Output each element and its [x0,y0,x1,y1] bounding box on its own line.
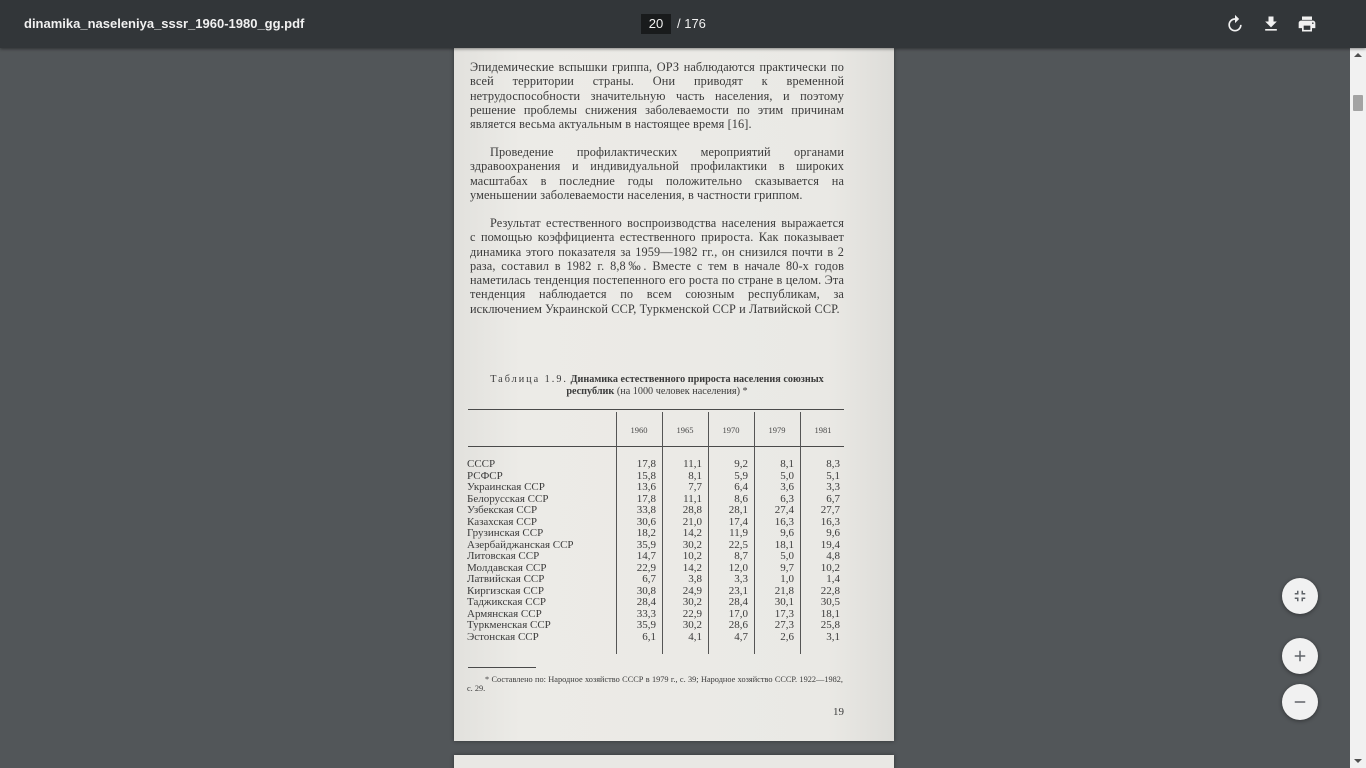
table-row-label: РСФСР [467,469,503,482]
table-cell: 11,9 [729,527,748,539]
zoom-out-icon [1291,693,1309,711]
table-cell: 28,8 [682,504,702,516]
scroll-down-arrow-icon[interactable] [1350,754,1366,768]
table-row-label: Туркменская ССР [467,619,551,631]
table-cell: 33,8 [636,504,656,516]
table-cell: 12,0 [728,561,748,574]
pdf-next-page [454,755,894,768]
table-cell: 30,5 [820,596,840,608]
rotate-button[interactable] [1223,12,1247,36]
table-caption-unit: (на 1000 человек населения) * [616,386,748,397]
table-cell: 17,8 [636,492,656,505]
table-cell: 24,9 [682,584,702,597]
table-cell: 30,8 [636,584,656,597]
download-button[interactable] [1259,12,1283,36]
table-cell: 5,1 [826,469,840,482]
table-caption-prefix: Таблица 1.9. [490,374,568,385]
table-cell: 5,0 [780,469,794,482]
table-cell: 30,1 [774,596,794,608]
table-cell: 28,6 [728,619,748,631]
table-caption-title: Динамика естественного прироста населения союзных республик [566,374,824,397]
table-cell: 25,8 [820,619,840,631]
paragraph: Проведение профилактических мероприятий органами здравоохранения и индивидуальной профилактики в широких масштабах в последние годы положительно сказывается на уменьшении заболеваемости населения, в частности гриппом. [470,145,844,202]
table-cell: 6,3 [780,492,794,505]
table-cell: 27,7 [820,504,840,516]
file-title: dinamika_naseleniya_sssr_1960-1980_gg.pdf [24,16,305,31]
table-cell: 18,1 [774,538,794,551]
table-cell: 30,6 [636,515,656,528]
table-year-header: 1965 [676,425,694,435]
table-cell: 28,4 [636,596,656,608]
table-row-label: Казахская ССР [467,515,538,528]
table-cell: 14,2 [682,561,702,574]
table-row-label: Украинская ССР [467,481,545,493]
table-cell: 15,8 [636,469,656,482]
page-total: / 176 [677,16,706,31]
table-cell: 16,3 [774,515,794,528]
table-cell: 8,1 [780,458,794,470]
table-header-rule [468,446,844,447]
table-cell: 18,2 [636,527,656,539]
table-cell: 13,6 [636,481,656,493]
table-cell: 8,3 [826,458,840,470]
table-cell: 3,3 [826,481,840,493]
table-cell: 27,4 [774,504,794,516]
table-cell: 8,7 [734,550,748,562]
table-row-label: Грузинская ССР [467,527,544,539]
table-row-label: Белорусская ССР [467,492,549,505]
table-cell: 10,2 [682,550,702,562]
table-cell: 18,1 [820,607,840,620]
table-cell: 19,4 [820,538,840,551]
table-footnote: * Составлено по: Народное хозяйство СССР в 1979 г., с. 39; Народное хозяйство СССР. 1922—1982, с. 29. [467,675,843,693]
footnote-rule [468,667,536,668]
table-row-label: Эстонская ССР [467,630,539,643]
table-year-header: 1981 [814,425,832,435]
table-cell: 1,4 [826,573,840,585]
table-cell: 9,6 [780,527,794,539]
table-cell: 4,8 [826,550,840,562]
table-cell: 17,4 [728,515,748,528]
table-cell: 2,6 [780,630,794,643]
table-cell: 28,4 [728,596,748,608]
table-cell: 30,2 [682,596,702,608]
printed-page-number: 19 [833,706,844,718]
table-cell: 5,0 [780,550,794,562]
table-cell: 30,2 [682,619,702,631]
fit-to-page-button[interactable] [1282,578,1318,614]
rotate-icon [1225,14,1245,34]
table-row-label: Литовская ССР [467,550,540,562]
table-cell: 10,2 [820,561,840,574]
table-cell: 8,1 [688,469,702,482]
table-year-header: 1979 [768,425,786,435]
download-icon [1261,14,1281,34]
table-cell: 6,7 [826,492,840,505]
table-cell: 21,8 [774,584,794,597]
table-cell: 9,7 [780,561,794,574]
table-cell: 3,1 [826,630,840,643]
table-cell: 6,4 [734,481,748,493]
table-row-label: Армянская ССР [467,607,542,620]
table-row-label: Молдавская ССР [467,561,547,574]
zoom-in-button[interactable] [1282,638,1318,674]
table-cell: 1,0 [780,573,794,585]
table-cell: 33,3 [636,607,656,620]
table-cell: 3,3 [734,573,748,585]
table-cell: 17,8 [636,458,656,470]
table-cell: 23,1 [728,584,748,597]
table-cell: 5,9 [734,469,748,482]
table-cell: 35,9 [636,619,656,631]
table-cell: 11,1 [683,492,702,505]
page-number-input[interactable] [641,14,671,34]
zoom-out-button[interactable] [1282,684,1318,720]
table-cell: 7,7 [688,481,702,493]
table-top-rule [468,409,844,410]
table-cell: 9,6 [826,527,840,539]
table-cell: 9,2 [734,458,748,470]
table-row-label: Латвийская ССР [467,573,545,585]
vertical-scrollbar[interactable] [1350,48,1366,768]
table-cell: 8,6 [734,492,748,505]
table-cell: 11,1 [683,458,702,470]
table-cell: 22,5 [728,538,748,551]
table-cell: 17,0 [728,607,748,620]
table-row-label: Узбекская ССР [467,504,538,516]
table-cell: 35,9 [636,538,656,551]
table-cell: 14,7 [636,550,656,562]
pdf-toolbar [0,0,1366,48]
table-cell: 22,9 [682,607,702,620]
pdf-viewer[interactable] [0,48,1350,768]
table-cell: 3,8 [688,573,702,585]
table-cell: 14,2 [682,527,702,539]
table-year-header: 1960 [630,425,648,435]
scrollbar-thumb[interactable] [1353,95,1363,111]
table-row-label: Азербайджанская ССР [467,538,574,551]
table-cell: 21,0 [682,515,702,528]
print-icon [1297,14,1317,34]
table-cell: 30,2 [682,538,702,551]
pdf-page [454,48,894,741]
table-cell: 6,7 [642,573,656,585]
table-row-label: СССР [467,458,496,470]
table-cell: 3,6 [780,481,794,493]
fit-to-page-icon [1291,587,1309,605]
table-year-header: 1970 [722,425,740,435]
table-caption [470,374,844,398]
table-cell: 27,3 [774,619,794,631]
table-row-label: Киргизская ССР [467,584,545,597]
table-cell: 22,9 [636,561,656,574]
scroll-up-arrow-icon[interactable] [1350,48,1366,62]
print-button[interactable] [1295,12,1319,36]
table-row-label: Таджикская ССР [467,596,547,608]
table-cell: 16,3 [820,515,840,528]
zoom-in-icon [1291,647,1309,665]
table-cell: 6,1 [642,630,656,643]
paragraph: Результат естественного воспроизводства населения выражается с помощью коэффициента естественного прироста. Как показывает динамика этого показателя за 1959—1982 гг., он снизился почти в 2 раза, составил в 1982 г. 8,8‰. Вместе с тем в начале 80-х годов наметилась тенденция постепенного его роста по стране в целом. Эта тенденция наблюдается по всем союзным республикам, за исключением Украинской ССР, Туркменской ССР и Латвийской ССР. [470,216,844,316]
table-cell: 28,1 [728,504,748,516]
paragraph: Эпидемические вспышки гриппа, ОРЗ наблюдаются практически по всей территории страны. Они приводят к временной нетрудоспособности значительную часть населения, и поэтому решение проблемы снижения заболеваемости по этим причинам является весьма актуальным в настоящее время [16]. [470,60,844,132]
table-cell: 4,7 [734,630,748,643]
table-cell: 22,8 [820,584,840,597]
table-cell: 4,1 [688,630,702,643]
table-cell: 17,3 [774,607,794,620]
